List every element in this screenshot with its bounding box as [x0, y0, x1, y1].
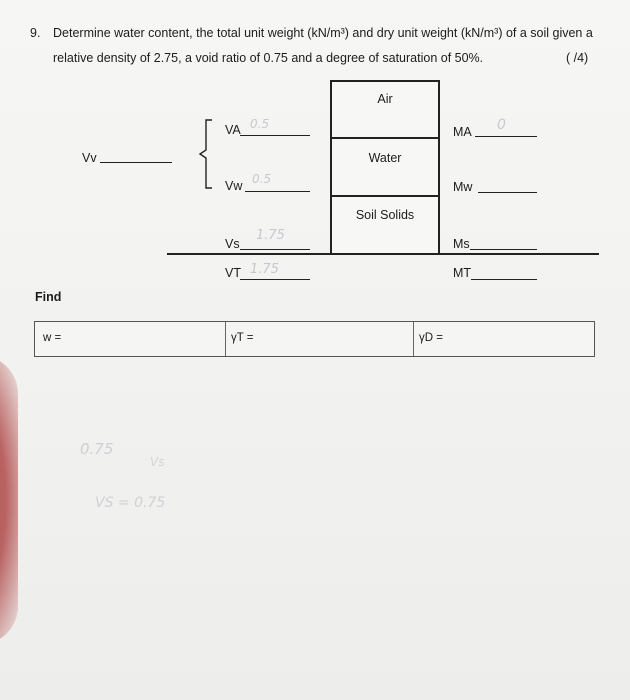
find-table-divider — [225, 322, 226, 356]
vt-answer-line[interactable] — [240, 279, 310, 280]
vt-handwritten: 1.75 — [250, 262, 279, 277]
soil-solids-label: Soil Solids — [355, 208, 415, 222]
soil-solids-compartment — [330, 195, 440, 255]
va-answer-line[interactable] — [240, 135, 310, 136]
water-label: Water — [368, 151, 402, 165]
question-text-line1: Determine water content, the total unit weight (kN/m³) and dry unit weight (kN/m³) of a soil given a — [53, 26, 593, 40]
find-answer-table — [34, 321, 595, 357]
mt-label: MT — [453, 266, 472, 280]
vs-handwritten: 1.75 — [256, 228, 285, 243]
ms-answer-line[interactable] — [470, 249, 537, 250]
mw-label: Mw — [453, 180, 473, 194]
vw-handwritten: 0.5 — [252, 172, 272, 186]
diagram-base-line — [167, 253, 599, 255]
vs-answer-line[interactable] — [240, 249, 310, 250]
va-label: VA — [225, 123, 241, 137]
volume-brace-icon — [196, 118, 216, 190]
mw-answer-line[interactable] — [478, 192, 537, 193]
vv-label: Vv — [82, 151, 97, 165]
scratch-note: Vs — [150, 455, 165, 469]
vw-label: Vw — [225, 179, 243, 193]
va-handwritten: 0.5 — [250, 117, 270, 131]
dry-unit-weight-label: γD = — [419, 332, 443, 344]
vw-answer-line[interactable] — [245, 191, 310, 192]
find-label: Find — [35, 290, 62, 304]
question-number: 9. — [30, 26, 41, 40]
ms-label: Ms — [453, 237, 470, 251]
vs-label: Vs — [225, 237, 240, 251]
ma-label: MA — [453, 125, 472, 139]
question-marks: ( /4) — [566, 51, 589, 65]
finger-shadow — [0, 355, 18, 645]
water-content-label: w = — [43, 332, 62, 344]
mt-answer-line[interactable] — [471, 279, 537, 280]
scratch-note: 0.75 — [80, 440, 114, 458]
find-table-divider — [413, 322, 414, 356]
water-compartment — [330, 137, 440, 198]
ma-answer-line[interactable] — [475, 136, 537, 137]
total-unit-weight-label: γT = — [231, 332, 254, 344]
question-text-line2: relative density of 2.75, a void ratio of 0.75 and a degree of saturation of 50%. — [53, 51, 484, 65]
air-label: Air — [377, 92, 393, 106]
air-compartment — [330, 80, 440, 140]
vt-label: VT — [225, 266, 241, 280]
vv-answer-line[interactable] — [100, 162, 172, 163]
ma-handwritten: 0 — [497, 117, 506, 133]
scratch-note: VS = 0.75 — [95, 495, 166, 511]
